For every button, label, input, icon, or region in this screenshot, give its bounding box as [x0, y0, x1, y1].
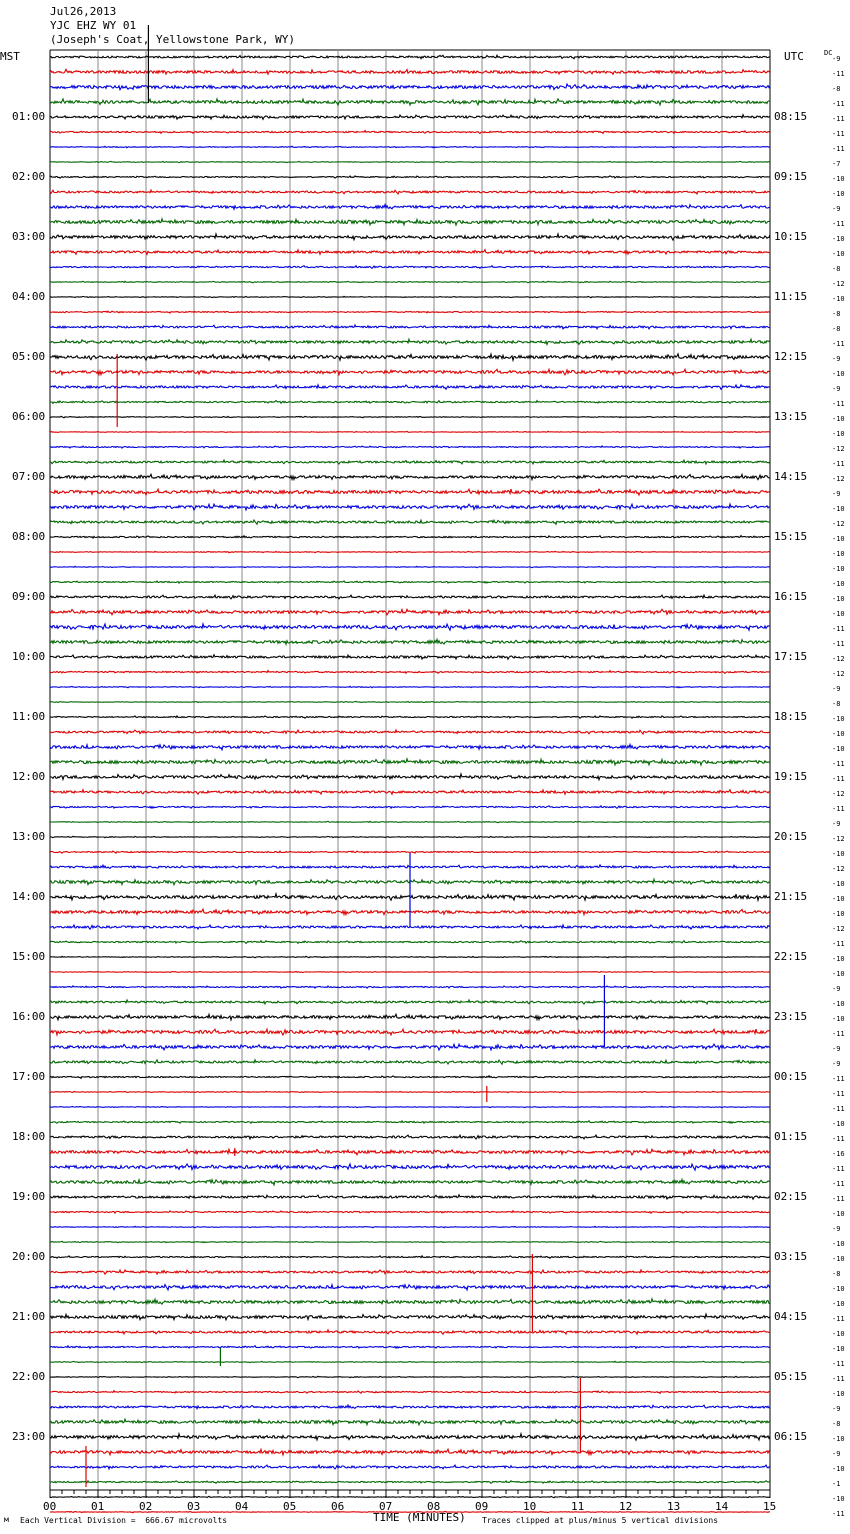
x-tick-label: 14 — [715, 1500, 729, 1513]
trace-78 — [50, 1226, 770, 1227]
trace-45 — [50, 730, 770, 734]
trace-60 — [50, 956, 770, 957]
dc-offset-label: -10 — [832, 235, 845, 243]
dc-offset-label: -10 — [832, 175, 845, 183]
dc-offset-label: -11 — [832, 70, 845, 78]
trace-41 — [50, 671, 770, 674]
x-axis-label: TIME (MINUTES) — [373, 1511, 466, 1524]
x-tick-label: 13 — [667, 1500, 681, 1513]
dc-offset-label: -12 — [832, 865, 845, 873]
dc-offset-label: -11 — [832, 1180, 845, 1188]
utc-hour-label: 20:15 — [774, 830, 808, 843]
dc-offset-label: -1 — [832, 1480, 841, 1488]
dc-offset-label: -9 — [832, 55, 841, 63]
trace-52 — [50, 836, 770, 837]
dc-offset-label: -10 — [832, 895, 845, 903]
dc-offset-label: -11 — [832, 1165, 845, 1173]
dc-offset-label: -10 — [832, 1435, 845, 1443]
utc-hour-label: 11:15 — [774, 290, 808, 303]
dc-offset-label: -11 — [832, 100, 845, 108]
trace-90 — [50, 1405, 770, 1409]
mst-hour-label: 09:00 — [12, 590, 46, 603]
utc-hour-label: 05:15 — [774, 1370, 808, 1383]
utc-hour-label: 17:15 — [774, 650, 808, 663]
dc-offset-label: -9 — [832, 1450, 841, 1458]
trace-46 — [50, 745, 770, 750]
utc-hour-label: 13:15 — [774, 410, 808, 423]
dc-offset-label: -11 — [832, 1315, 845, 1323]
dc-offset-label: -11 — [832, 760, 845, 768]
trace-30 — [50, 504, 770, 510]
date-label: Jul26,2013 — [50, 5, 117, 18]
dc-offset-label: -10 — [832, 535, 845, 543]
dc-offset-label: -8 — [832, 1270, 841, 1278]
dc-offset-label: -10 — [832, 880, 845, 888]
dc-offset-label: -10 — [832, 250, 845, 258]
dc-offset-label: -12 — [832, 280, 845, 288]
utc-hour-label: 12:15 — [774, 350, 808, 363]
utc-hour-label: 08:15 — [774, 110, 808, 123]
x-tick-label: 05 — [283, 1500, 297, 1513]
dc-offset-label: -10 — [832, 745, 845, 753]
dc-label: DC — [824, 49, 833, 57]
trace-33 — [50, 551, 770, 552]
dc-offset-label: -9 — [832, 820, 841, 828]
trace-15 — [50, 281, 770, 283]
trace-28 — [50, 474, 770, 479]
trace-50 — [50, 806, 770, 809]
trace-80 — [50, 1256, 770, 1258]
trace-93 — [50, 1449, 770, 1455]
x-tick-label: 08 — [427, 1500, 441, 1513]
trace-24 — [50, 416, 770, 418]
dc-offset-label: -12 — [832, 655, 845, 663]
dc-offset-label: -9 — [832, 355, 841, 363]
trace-29 — [50, 489, 770, 495]
utc-hour-label: 22:15 — [774, 950, 808, 963]
mst-hour-label: 16:00 — [12, 1010, 46, 1023]
dc-offset-label: -10 — [832, 730, 845, 738]
dc-offset-label: -10 — [832, 595, 845, 603]
trace-68 — [50, 1076, 770, 1079]
dc-offset-label: -11 — [832, 1135, 845, 1143]
x-tick-label: 06 — [331, 1500, 345, 1513]
mst-hour-label: 08:00 — [12, 530, 46, 543]
mst-hour-label: 04:00 — [12, 290, 46, 303]
dc-offset-label: -11 — [832, 220, 845, 228]
trace-2 — [50, 84, 770, 90]
dc-offset-label: -8 — [832, 700, 841, 708]
trace-95 — [50, 1481, 770, 1484]
dc-offset-label: -16 — [832, 1150, 845, 1158]
clip-note: Traces clipped at plus/minus 5 vertical divisions — [482, 1516, 719, 1525]
mst-hour-label: 13:00 — [12, 830, 46, 843]
scale-note: Each Vertical Division = 666.67 microvolts — [20, 1516, 228, 1525]
dc-offset-label: -8 — [832, 85, 841, 93]
trace-79 — [50, 1241, 770, 1242]
dc-offset-label: -11 — [832, 640, 845, 648]
mst-hour-label: 17:00 — [12, 1070, 46, 1083]
dc-offset-label: -9 — [832, 1060, 841, 1068]
trace-86 — [50, 1346, 770, 1349]
location-label: (Joseph's Coat, Yellowstone Park, WY) — [50, 33, 296, 46]
mst-hour-label: 20:00 — [12, 1250, 46, 1263]
trace-73 — [50, 1149, 770, 1155]
trace-66 — [50, 1044, 770, 1050]
dc-offset-label: -10 — [832, 295, 845, 303]
dc-offset-label: -11 — [832, 145, 845, 153]
trace-92 — [50, 1434, 770, 1440]
trace-37 — [50, 609, 770, 615]
x-tick-label: 12 — [619, 1500, 633, 1513]
trace-22 — [50, 385, 770, 390]
trace-49 — [50, 790, 770, 795]
corner-mark: м — [4, 1515, 9, 1524]
utc-hour-label: 00:15 — [774, 1070, 808, 1083]
trace-17 — [50, 311, 770, 313]
mst-hour-label: 14:00 — [12, 890, 46, 903]
dc-offset-label: -8 — [832, 1420, 841, 1428]
trace-26 — [50, 446, 770, 448]
mst-hour-label: 11:00 — [12, 710, 46, 723]
trace-47 — [50, 759, 770, 765]
trace-34 — [50, 566, 770, 567]
dc-offset-label: -11 — [832, 775, 845, 783]
trace-61 — [50, 971, 770, 972]
trace-9 — [50, 190, 770, 194]
utc-hour-label: 04:15 — [774, 1310, 808, 1323]
dc-offset-label: -10 — [832, 1330, 845, 1338]
dc-offset-label: -9 — [832, 1225, 841, 1233]
trace-23 — [50, 401, 770, 404]
trace-51 — [50, 821, 770, 822]
utc-hour-label: 02:15 — [774, 1190, 808, 1203]
mst-hour-label: 02:00 — [12, 170, 46, 183]
dc-offset-label: -10 — [832, 715, 845, 723]
dc-offset-label: -9 — [832, 1045, 841, 1053]
trace-76 — [50, 1195, 770, 1199]
mst-hour-label: 19:00 — [12, 1190, 46, 1203]
trace-83 — [50, 1299, 770, 1304]
station-label: YJC EHZ WY 01 — [50, 19, 137, 32]
dc-offset-label: -10 — [832, 415, 845, 423]
trace-36 — [50, 595, 770, 599]
dc-offset-label: -10 — [832, 1345, 845, 1353]
trace-12 — [50, 234, 770, 240]
trace-65 — [50, 1029, 770, 1035]
mst-hour-label: 15:00 — [12, 950, 46, 963]
trace-21 — [50, 369, 770, 375]
dc-offset-label: -11 — [832, 940, 845, 948]
dc-offset-label: -11 — [832, 625, 845, 633]
trace-87 — [50, 1361, 770, 1362]
trace-64 — [50, 1014, 770, 1020]
mst-hour-label: 07:00 — [12, 470, 46, 483]
trace-94 — [50, 1465, 770, 1469]
dc-offset-label: -10 — [832, 430, 845, 438]
trace-53 — [50, 851, 770, 853]
mst-hour-label: 12:00 — [12, 770, 46, 783]
trace-69 — [50, 1091, 770, 1092]
trace-10 — [50, 205, 770, 210]
dc-offset-label: -12 — [832, 445, 845, 453]
trace-84 — [50, 1314, 770, 1320]
utc-hour-label: 15:15 — [774, 530, 808, 543]
dc-offset-label: -10 — [832, 565, 845, 573]
x-tick-label: 04 — [235, 1500, 249, 1513]
x-tick-label: 09 — [475, 1500, 489, 1513]
dc-offset-label: -10 — [832, 370, 845, 378]
dc-offset-label: -10 — [832, 1120, 845, 1128]
utc-hour-label: 14:15 — [774, 470, 808, 483]
utc-hour-label: 09:15 — [774, 170, 808, 183]
dc-offset-label: -11 — [832, 1090, 845, 1098]
mst-hour-label: 21:00 — [12, 1310, 46, 1323]
utc-hour-label: 01:15 — [774, 1130, 808, 1143]
trace-16 — [50, 296, 770, 297]
trace-48 — [50, 774, 770, 780]
dc-offset-label: -10 — [832, 1300, 845, 1308]
dc-offset-label: -11 — [832, 1510, 845, 1518]
dc-offset-label: -10 — [832, 955, 845, 963]
x-tick-label: 10 — [523, 1500, 537, 1513]
x-tick-label: 01 — [91, 1500, 105, 1513]
trace-72 — [50, 1135, 770, 1139]
trace-71 — [50, 1121, 770, 1123]
mst-hour-label: 22:00 — [12, 1370, 46, 1383]
trace-14 — [50, 266, 770, 269]
dc-offset-label: -9 — [832, 1405, 841, 1413]
mst-hour-label: 03:00 — [12, 230, 46, 243]
trace-40 — [50, 655, 770, 660]
mst-hour-label: 18:00 — [12, 1130, 46, 1143]
trace-20 — [50, 354, 770, 360]
dc-offset-label: -10 — [832, 910, 845, 918]
trace-81 — [50, 1270, 770, 1274]
dc-offset-label: -12 — [832, 925, 845, 933]
trace-43 — [50, 701, 770, 702]
trace-85 — [50, 1330, 770, 1334]
dc-offset-label: -11 — [832, 1075, 845, 1083]
mst-hour-label: 10:00 — [12, 650, 46, 663]
dc-offset-label: -12 — [832, 670, 845, 678]
dc-offset-label: -10 — [832, 1000, 845, 1008]
dc-offset-label: -12 — [832, 835, 845, 843]
trace-6 — [50, 146, 770, 148]
dc-offset-label: -10 — [832, 1390, 845, 1398]
dc-offset-label: -9 — [832, 490, 841, 498]
dc-offset-label: -10 — [832, 850, 845, 858]
x-tick-label: 02 — [139, 1500, 153, 1513]
dc-offset-label: -9 — [832, 985, 841, 993]
utc-label: UTC — [784, 50, 804, 63]
dc-offset-label: -11 — [832, 1360, 845, 1368]
x-tick-label: 15 — [763, 1500, 777, 1513]
trace-27 — [50, 460, 770, 464]
mst-hour-label: 23:00 — [12, 1430, 46, 1443]
trace-32 — [50, 536, 770, 539]
dc-offset-label: -11 — [832, 400, 845, 408]
utc-hour-label: 21:15 — [774, 890, 808, 903]
trace-70 — [50, 1106, 770, 1107]
dc-offset-label: -10 — [832, 1465, 845, 1473]
trace-35 — [50, 581, 770, 583]
trace-89 — [50, 1391, 770, 1394]
dc-offset-label: -8 — [832, 325, 841, 333]
trace-19 — [50, 339, 770, 344]
dc-offset-label: -11 — [832, 1105, 845, 1113]
trace-8 — [50, 176, 770, 178]
dc-offset-label: -11 — [832, 115, 845, 123]
dc-offset-label: -10 — [832, 505, 845, 513]
dc-offset-label: -7 — [832, 160, 841, 168]
utc-hour-label: 16:15 — [774, 590, 808, 603]
trace-77 — [50, 1211, 770, 1214]
trace-74 — [50, 1164, 770, 1170]
mst-label: MST — [0, 50, 20, 63]
trace-0 — [50, 55, 770, 59]
trace-3 — [50, 99, 770, 105]
dc-offset-label: -9 — [832, 205, 841, 213]
trace-4 — [50, 115, 770, 120]
dc-offset-label: -11 — [832, 130, 845, 138]
utc-hour-label: 18:15 — [774, 710, 808, 723]
utc-hour-label: 23:15 — [774, 1010, 808, 1023]
trace-44 — [50, 716, 770, 718]
trace-5 — [50, 131, 770, 134]
dc-offset-label: -10 — [832, 190, 845, 198]
dc-offset-label: -11 — [832, 1375, 845, 1383]
dc-offset-label: -9 — [832, 685, 841, 693]
trace-82 — [50, 1285, 770, 1290]
utc-hour-label: 06:15 — [774, 1430, 808, 1443]
trace-13 — [50, 250, 770, 255]
mst-hour-label: 05:00 — [12, 350, 46, 363]
dc-offset-label: -8 — [832, 265, 841, 273]
dc-offset-label: -10 — [832, 610, 845, 618]
trace-7 — [50, 161, 770, 162]
trace-63 — [50, 1000, 770, 1004]
x-tick-label: 00 — [43, 1500, 57, 1513]
trace-1 — [50, 69, 770, 74]
dc-offset-label: -11 — [832, 460, 845, 468]
dc-offset-label: -10 — [832, 1495, 845, 1503]
dc-offset-label: -11 — [832, 805, 845, 813]
dc-offset-label: -11 — [832, 1195, 845, 1203]
trace-38 — [50, 624, 770, 630]
dc-offset-label: -12 — [832, 520, 845, 528]
x-tick-label: 03 — [187, 1500, 201, 1513]
dc-offset-label: -11 — [832, 1030, 845, 1038]
trace-62 — [50, 986, 770, 988]
dc-offset-label: -10 — [832, 550, 845, 558]
dc-offset-label: -10 — [832, 1285, 845, 1293]
dc-offset-label: -11 — [832, 340, 845, 348]
trace-96 — [50, 1496, 770, 1497]
dc-offset-label: -8 — [832, 310, 841, 318]
trace-67 — [50, 1060, 770, 1064]
trace-18 — [50, 325, 770, 329]
utc-hour-label: 10:15 — [774, 230, 808, 243]
trace-39 — [50, 639, 770, 644]
trace-11 — [50, 219, 770, 225]
trace-75 — [50, 1179, 770, 1185]
trace-42 — [50, 686, 770, 688]
trace-59 — [50, 941, 770, 944]
trace-31 — [50, 520, 770, 524]
mst-hour-label: 01:00 — [12, 110, 46, 123]
dc-offset-label: -10 — [832, 580, 845, 588]
dc-offset-label: -10 — [832, 1015, 845, 1023]
trace-25 — [50, 431, 770, 432]
dc-offset-label: -12 — [832, 475, 845, 483]
utc-hour-label: 03:15 — [774, 1250, 808, 1263]
trace-88 — [50, 1376, 770, 1377]
mst-hour-label: 06:00 — [12, 410, 46, 423]
x-tick-label: 07 — [379, 1500, 393, 1513]
utc-hour-label: 19:15 — [774, 770, 808, 783]
dc-offset-label: -10 — [832, 1255, 845, 1263]
trace-91 — [50, 1419, 770, 1425]
dc-offset-label: -12 — [832, 790, 845, 798]
dc-offset-label: -9 — [832, 385, 841, 393]
dc-offset-label: -10 — [832, 1240, 845, 1248]
x-tick-label: 11 — [571, 1500, 585, 1513]
dc-offset-label: -10 — [832, 1210, 845, 1218]
dc-offset-label: -10 — [832, 970, 845, 978]
